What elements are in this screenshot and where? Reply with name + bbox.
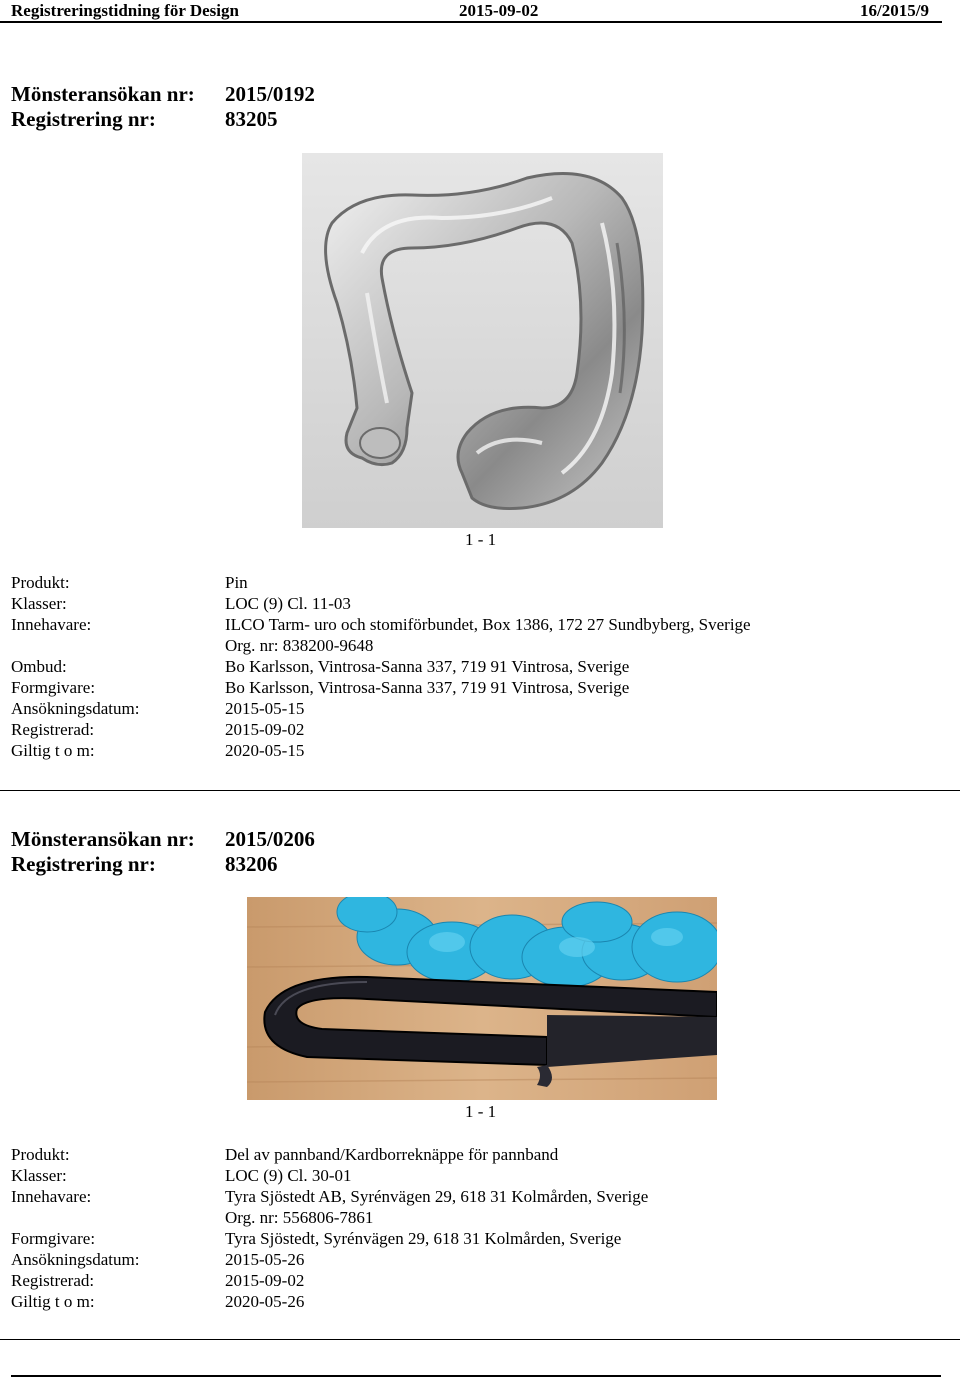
org-number: Org. nr: 838200-9648 [225, 636, 374, 655]
application-number: 2015/0192 [225, 82, 315, 106]
header-rule [0, 21, 942, 23]
entry-separator [0, 790, 960, 791]
holder-label: Innehavare: [11, 1187, 92, 1206]
entry-1-details [0, 572, 960, 762]
holder-value: ILCO Tarm- uro och stomiförbundet, Box 1386, 172 27 Sundbyberg, Sverige [225, 615, 751, 634]
registered-value: 2015-09-02 [225, 1271, 305, 1290]
product-label: Produkt: [11, 573, 70, 592]
valid-until-label: Giltig t o m: [11, 741, 95, 760]
designer-value: Bo Karlsson, Vintrosa-Sanna 337, 719 91 Vintrosa, Sverige [225, 678, 630, 697]
holder-value: Tyra Sjöstedt AB, Syrénvägen 29, 618 31 Kolmården, Sverige [225, 1187, 649, 1206]
classes-value: LOC (9) Cl. 11-03 [225, 594, 351, 613]
application-number-label: Mönsteransökan nr: [11, 82, 195, 106]
agent-label: Ombud: [11, 657, 67, 676]
application-number: 2015/0206 [225, 827, 315, 851]
colon-pin-illustration [302, 153, 663, 528]
application-date-label: Ansökningsdatum: [11, 1250, 140, 1269]
registration-number-label: Registrering nr: [11, 107, 156, 131]
registered-value: 2015-09-02 [225, 720, 305, 739]
headband-photo [247, 897, 717, 1100]
valid-until-value: 2020-05-26 [225, 1292, 305, 1311]
valid-until-label: Giltig t o m: [11, 1292, 95, 1311]
registered-label: Registrerad: [11, 1271, 95, 1290]
agent-value: Bo Karlsson, Vintrosa-Sanna 337, 719 91 Vintrosa, Sverige [225, 657, 630, 676]
entry-1-numbers [0, 82, 960, 132]
publication-title: Registreringstidning för Design [11, 1, 239, 20]
designer-label: Formgivare: [11, 678, 96, 697]
entry-2-numbers [0, 827, 960, 877]
product-value: Del av pannband/Kardborreknäppe för pannband [225, 1145, 559, 1164]
application-date-value: 2015-05-26 [225, 1250, 305, 1269]
design-image-colon-pin [302, 153, 663, 528]
designer-value: Tyra Sjöstedt, Syrénvägen 29, 618 31 Kolmården, Sverige [225, 1229, 622, 1248]
application-date-label: Ansökningsdatum: [11, 699, 140, 718]
entry-2-details [0, 1144, 960, 1314]
registered-label: Registrerad: [11, 720, 95, 739]
classes-value: LOC (9) Cl. 30-01 [225, 1166, 352, 1185]
registration-number: 83206 [225, 852, 278, 876]
valid-until-value: 2020-05-15 [225, 741, 305, 760]
page-header [11, 0, 941, 22]
registration-number: 83205 [225, 107, 278, 131]
issue-number: 16/2015/9 [860, 1, 929, 20]
org-number: Org. nr: 556806-7861 [225, 1208, 374, 1227]
classes-label: Klasser: [11, 594, 67, 613]
publication-date: 2015-09-02 [459, 1, 539, 20]
figure-label: 1 - 1 [465, 1102, 497, 1121]
footer-rule [11, 1375, 941, 1377]
product-value: Pin [225, 573, 248, 592]
designer-label: Formgivare: [11, 1229, 96, 1248]
product-label: Produkt: [11, 1145, 70, 1164]
application-date-value: 2015-05-15 [225, 699, 305, 718]
holder-label: Innehavare: [11, 615, 92, 634]
registration-number-label: Registrering nr: [11, 852, 156, 876]
entry-separator [0, 1339, 960, 1340]
design-image-headband-strap [247, 897, 717, 1100]
figure-label: 1 - 1 [465, 530, 497, 549]
application-number-label: Mönsteransökan nr: [11, 827, 195, 851]
classes-label: Klasser: [11, 1166, 67, 1185]
